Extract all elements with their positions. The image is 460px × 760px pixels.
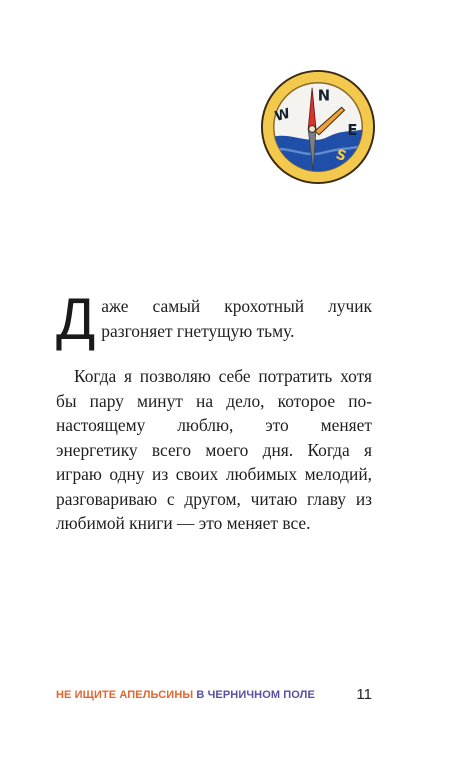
page-number: 11 bbox=[356, 686, 372, 703]
compass-icon bbox=[259, 68, 377, 186]
paragraph-first-text: аже самый крохотный лучик разгоняет гнетущую тьму. bbox=[101, 296, 372, 341]
paragraph-second: Когда я позволяю себе потратить хотя бы пару минут на дело, которое по-настоящему люблю, это меняет энергетику всего моего дня. Когда я играю одну из своих любимых мелодий, разговариваю с другом, читаю главу из любимой книги — это меняет все. bbox=[56, 366, 372, 533]
paragraph-first bbox=[56, 287, 372, 352]
compass-letter-north: N bbox=[317, 87, 331, 105]
body-text bbox=[56, 287, 372, 536]
drop-cap: Д bbox=[56, 287, 96, 352]
book-series-title bbox=[56, 689, 315, 701]
series-title-part1: НЕ ИЩИТЕ АПЕЛЬСИНЫ bbox=[56, 689, 194, 701]
page-footer bbox=[56, 686, 372, 706]
compass-letter-east: E bbox=[347, 121, 358, 139]
compass-pivot bbox=[309, 126, 316, 133]
compass-letter-west: W bbox=[273, 105, 292, 125]
compass-letter-south: S bbox=[333, 146, 349, 165]
series-title-part2: В ЧЕРНИЧНОМ ПОЛЕ bbox=[196, 689, 315, 701]
